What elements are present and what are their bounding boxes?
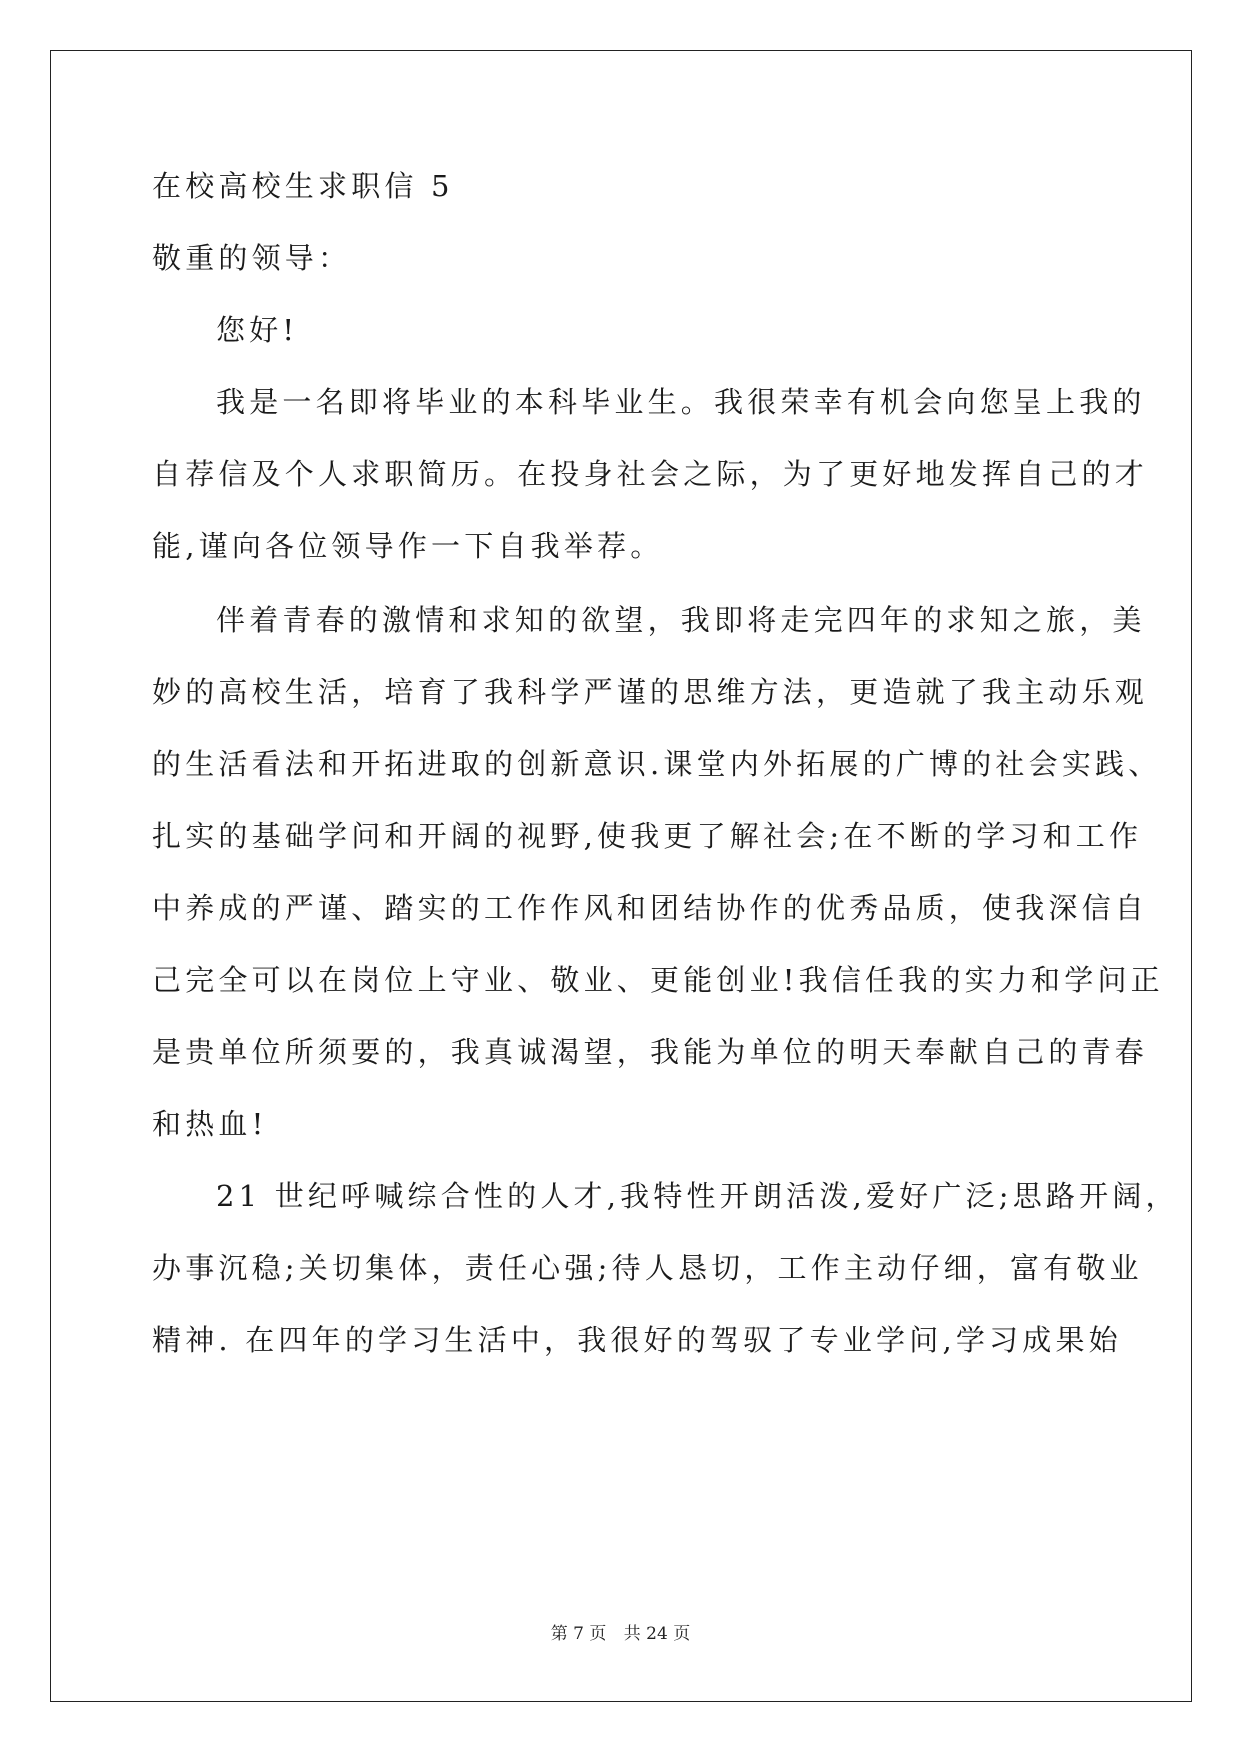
page-border [50,50,1192,1702]
paragraph-line: 21 世纪呼喊综合性的人才,我特性开朗活泼,爱好广泛;思路开阔， [216,1179,1179,1213]
paragraph-line: 扎实的基础学问和开阔的视野,使我更了解社会;在不断的学习和工作 [152,819,1143,853]
paragraph-line: 和热血! [152,1107,268,1141]
paragraph-line: 我是一名即将毕业的本科毕业生。我很荣幸有机会向您呈上我的 [216,385,1146,419]
paragraph-line: 妙的高校生活，培育了我科学严谨的思维方法，更造就了我主动乐观 [152,675,1149,709]
document-title: 在校高校生求职信 5 [152,169,454,203]
page-total: 共 24 页 [623,1624,691,1644]
salutation: 敬重的领导： [152,241,352,275]
paragraph-line: 办事沉稳;关切集体，责任心强;待人恳切，工作主动仔细，富有敬业 [152,1251,1143,1285]
paragraph-line: 是贵单位所须要的，我真诚渴望，我能为单位的明天奉献自己的青春 [152,1035,1149,1069]
page-footer [0,1619,1241,1644]
paragraph-line: 能,谨向各位领导作一下自我举荐。 [152,529,664,563]
paragraph-line: 精神. 在四年的学习生活中，我很好的驾驭了专业学问,学习成果始 [152,1323,1122,1357]
greeting: 您好! [216,313,299,347]
paragraph-line: 中养成的严谨、踏实的工作作风和团结协作的优秀品质，使我深信自 [152,891,1149,925]
paragraph-line: 伴着青春的激情和求知的欲望，我即将走完四年的求知之旅，美 [216,603,1146,637]
paragraph-line: 己完全可以在岗位上守业、敬业、更能创业!我信任我的实力和学问正 [152,963,1164,997]
paragraph-line: 自荐信及个人求职简历。在投身社会之际，为了更好地发挥自己的才 [152,457,1149,491]
page-number: 第 7 页 [550,1624,607,1644]
paragraph-line: 的生活看法和开拓进取的创新意识.课堂内外拓展的广博的社会实践、 [152,747,1162,781]
